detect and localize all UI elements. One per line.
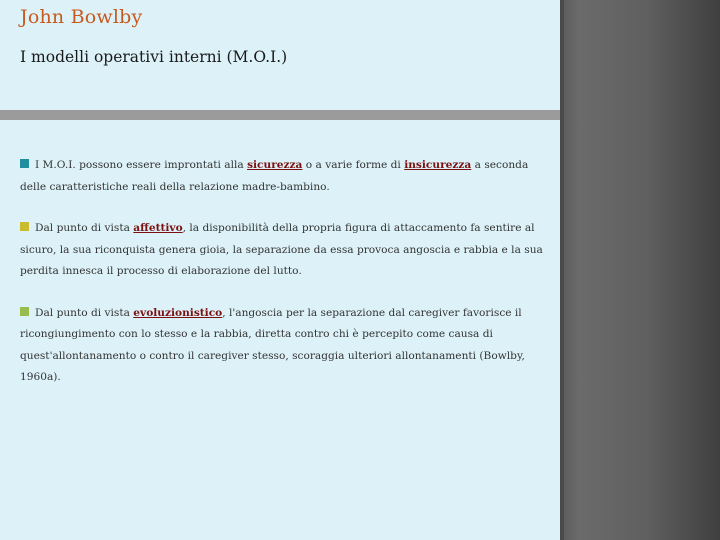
title-divider (0, 110, 560, 120)
square-bullet-icon (20, 222, 29, 231)
highlighted-term: insicurezza (404, 159, 472, 171)
paragraph-text: Dal punto di vista (35, 222, 134, 234)
square-bullet-icon (20, 307, 29, 316)
square-bullet-icon (20, 159, 29, 168)
highlighted-term: sicurezza (247, 159, 303, 171)
side-panel-edge (560, 0, 564, 540)
highlighted-term: evoluzionistico (133, 306, 223, 319)
paragraph-text: o a varie forme di (302, 159, 405, 171)
paragraph-text: , la disponibilità della propria figura di attaccamento fa sentire al sicuro, la sua riconquista genera gioia, la separazione da essa provoca angoscia e rabbia e la sua perdita innesca il processo di elaborazione del lutto. (20, 222, 543, 277)
bullet-paragraph-evoluzionistico (20, 303, 552, 389)
slide-subtitle: I modelli operativi interni (M.O.I.) (20, 48, 288, 66)
decorative-side-panel (560, 0, 720, 540)
bullet-paragraph-affettivo (20, 218, 552, 283)
paragraph-text: I M.O.I. possono essere improntati alla (35, 159, 248, 171)
slide-title: John Bowlby (20, 6, 143, 28)
paragraph-text: a seconda delle caratteristiche reali della relazione madre-bambino. (20, 159, 529, 193)
paragraph-text: , l'angoscia per la separazione dal caregiver favorisce il ricongiungimento con lo stesso e la rabbia, diretta contro chi è percepito come causa di quest'allontanamento o contro il caregiver stesso, scoraggia ulteriori allontanamenti (Bowlby, 1960a). (20, 306, 525, 383)
slide-body (20, 155, 552, 409)
bullet-paragraph-sicurezza (20, 155, 552, 198)
paragraph-text: Dal punto di vista (35, 306, 134, 319)
highlighted-term: affettivo (133, 222, 183, 234)
